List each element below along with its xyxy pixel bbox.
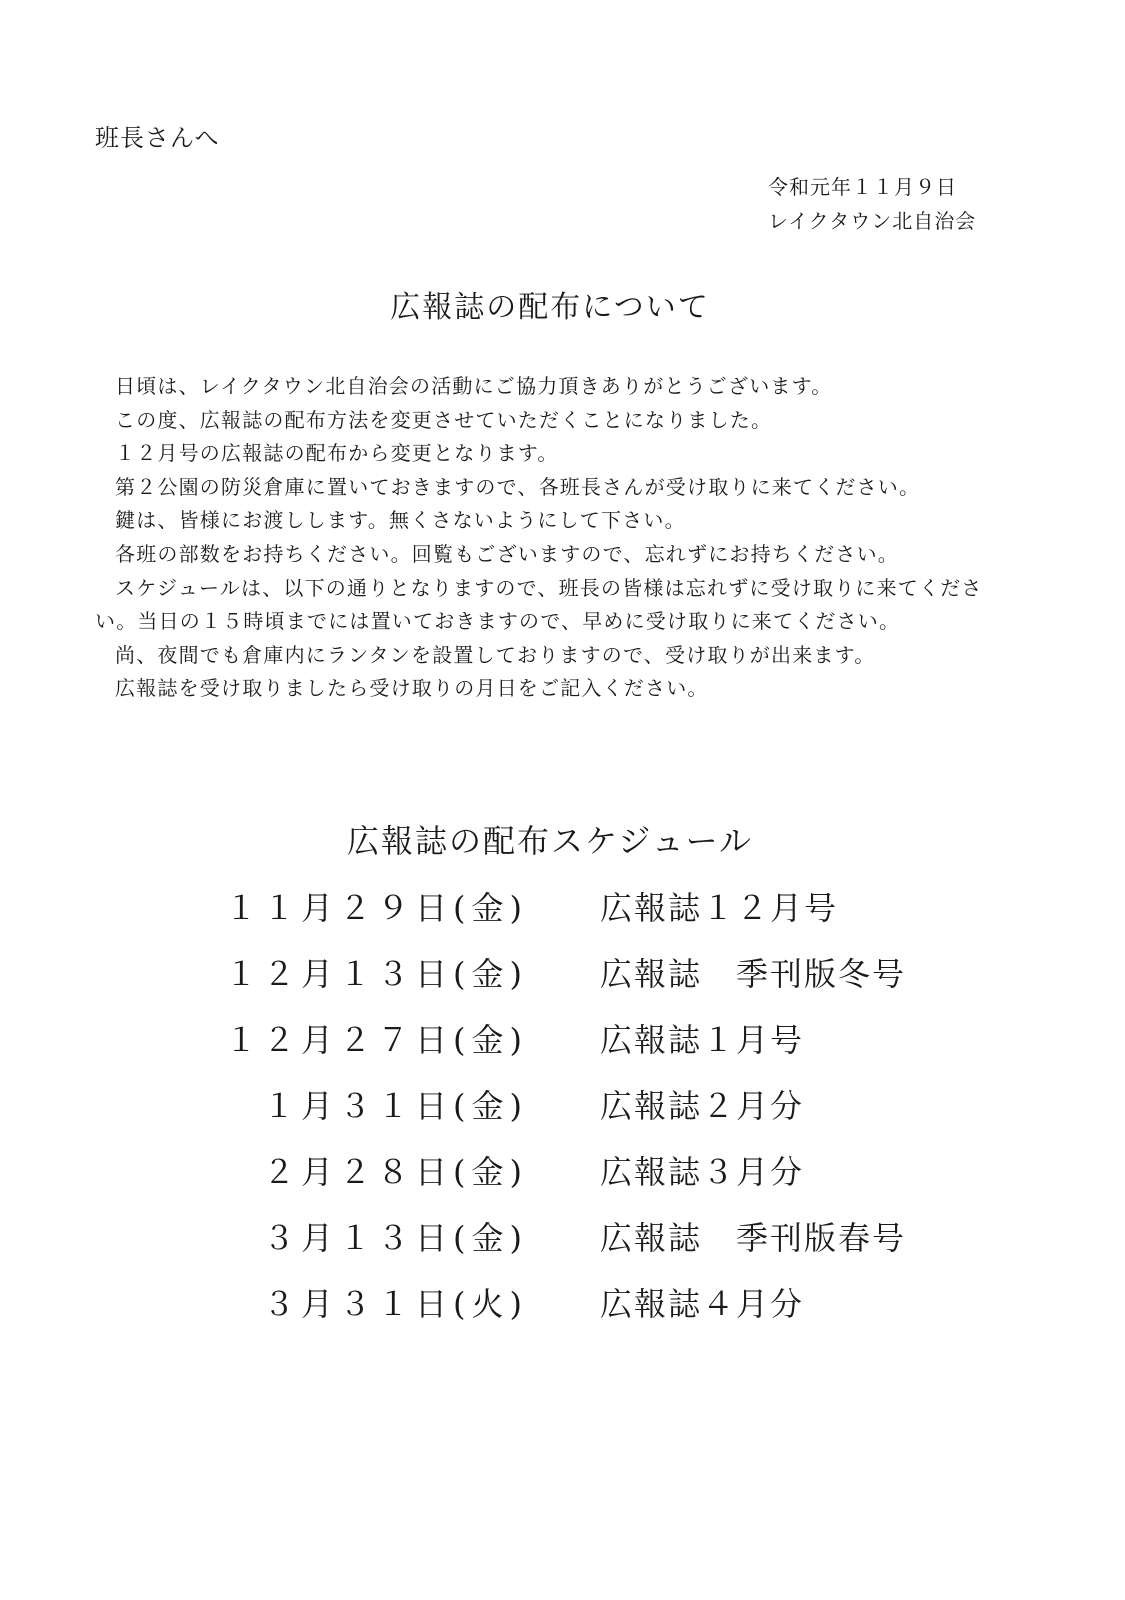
- schedule-date: ３月１３日(金): [263, 1219, 528, 1257]
- schedule-row: [0, 1012, 1125, 1078]
- organization-name: レイクタウン北自治会: [768, 209, 977, 233]
- header-block: [768, 170, 976, 238]
- schedule-item: 広報誌 季刊版春号: [600, 1219, 907, 1257]
- schedule-date: １１月２９日(金): [225, 889, 528, 927]
- body-paragraph: スケジュールは、以下の通りとなりますので、班長の皆様は忘れずに受け取りに来てください。当日の１５時頃までには置いておきますので、早めに受け取りに来てください。: [95, 575, 983, 634]
- schedule-date: １２月１３日(金): [225, 955, 528, 993]
- schedule-row: [0, 1078, 1125, 1144]
- schedule-item: 広報誌 季刊版冬号: [600, 955, 907, 993]
- schedule-item: 広報誌２月分: [600, 1087, 805, 1125]
- addressee: 班長さんへ: [95, 124, 220, 152]
- schedule-date: ２月２８日(金): [263, 1153, 528, 1191]
- schedule-title: 広報誌の配布スケジュール: [346, 822, 754, 860]
- schedule-row: [0, 880, 1125, 946]
- body-paragraph: 広報誌を受け取りましたら受け取りの月日をご記入ください。: [115, 676, 709, 701]
- schedule-date: １２月２７日(金): [225, 1021, 528, 1059]
- notice-body: [95, 370, 1010, 706]
- schedule-item: 広報誌４月分: [600, 1285, 805, 1323]
- schedule-row: [0, 946, 1125, 1012]
- schedule-item: 広報誌１月号: [600, 1021, 805, 1059]
- body-paragraph: 尚、夜間でも倉庫内にランタンを設置しておりますので、受け取りが出来ます。: [115, 642, 876, 667]
- schedule-row: [0, 1276, 1125, 1342]
- schedule-item: 広報誌１２月号: [600, 889, 839, 927]
- schedule-row: [0, 1210, 1125, 1276]
- body-paragraph: １２月号の広報誌の配布から変更となります。: [115, 441, 559, 466]
- body-paragraph: 鍵は、皆様にお渡しします。無くさないようにして下さい。: [115, 508, 686, 533]
- issue-date: 令和元年１１月９日: [768, 175, 957, 199]
- body-paragraph: 第２公園の防災倉庫に置いておきますので、各班長さんが受け取りに来てください。: [115, 474, 921, 499]
- body-paragraph: 日頃は、レイクタウン北自治会の活動にご協力頂きありがとうございます。: [115, 374, 833, 398]
- schedule-list: [0, 880, 1125, 1342]
- schedule-item: 広報誌３月分: [600, 1153, 805, 1191]
- schedule-date: ３月３１日(火): [263, 1285, 528, 1323]
- body-paragraph: この度、広報誌の配布方法を変更させていただくことになりました。: [115, 407, 773, 432]
- notice-title: 広報誌の配布について: [390, 290, 710, 325]
- schedule-row: [0, 1144, 1125, 1210]
- body-paragraph: 各班の部数をお持ちください。回覧もございますので、忘れずにお持ちください。: [115, 541, 899, 566]
- schedule-date: １月３１日(金): [263, 1087, 528, 1125]
